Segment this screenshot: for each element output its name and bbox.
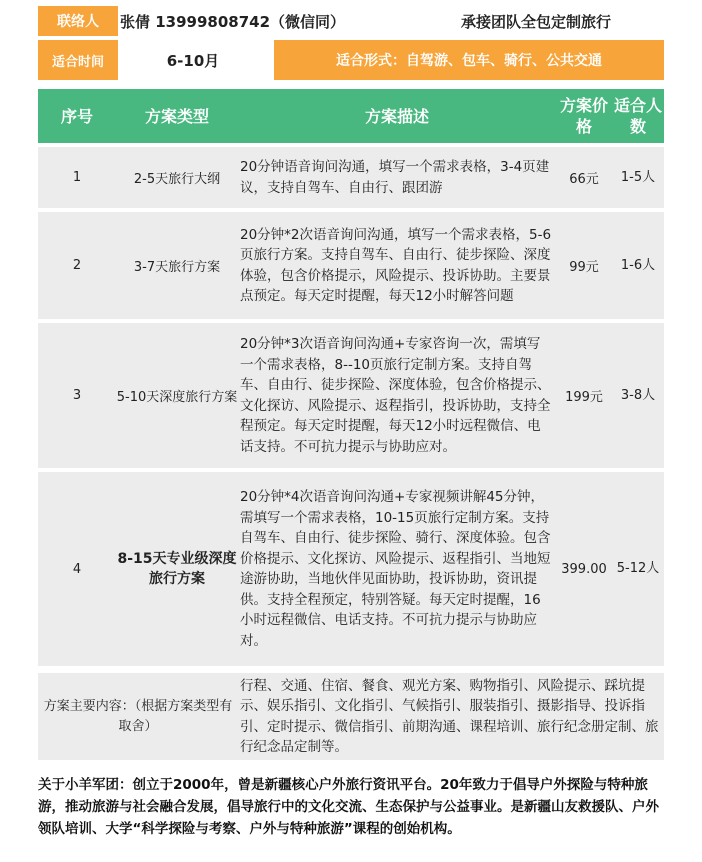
- contact-row: [38, 6, 664, 36]
- header-price: 方案价格: [559, 96, 608, 136]
- row-people: 5-12人: [616, 561, 660, 576]
- row-type: 2-5天旅行大纲: [133, 172, 221, 187]
- row-price: 399.00: [561, 561, 607, 577]
- header-people: 适合人数: [613, 96, 662, 136]
- row-people: 1-6人: [620, 257, 656, 273]
- service-title: 承接团队全包定制旅行: [408, 6, 664, 36]
- row-people: 3-8人: [620, 387, 656, 403]
- table-row: [38, 147, 664, 208]
- row-no: 1: [72, 170, 82, 185]
- time-row: [38, 40, 664, 80]
- scope-row: [38, 673, 664, 760]
- header-desc: 方案描述: [364, 106, 429, 126]
- row-desc: 20分钟*4次语音询问沟通+专家视频讲解45分钟，需填写一个需求表格，10-15页旅行定制方案。支持自驾车、自由行、徒步探险、骑行、深度体验。包含价格提示、文化探访、风险提示、返程指引、当地短途游协助，当地伙伴见面协助，投诉协助，资讯提供。支持全程预定，特别答疑。每天定时提醒，16小时远程微信、电话支持。不可抗力提示与协助应对。: [240, 489, 551, 649]
- table-row: [38, 212, 664, 319]
- row-price: 199元: [565, 390, 603, 405]
- row-type: 8-15天专业级深度旅行方案: [117, 551, 237, 587]
- row-price: 66元: [569, 172, 599, 187]
- row-no: 4: [72, 561, 82, 577]
- time-label: 适合时间: [38, 40, 118, 80]
- forms-banner: 适合形式：自驾游、包车、骑行、公共交通: [274, 40, 664, 80]
- contact-label: 联络人: [38, 6, 118, 36]
- scope-desc: 行程、交通、住宿、餐食、观光方案、购物指引、风险提示、踩坑提示、娱乐指引、文化指引、气候指引、服装指引、摄影指导、投诉指引、定时提示、微信指引、前期沟通、课程培训、旅行纪念册定制、旅行纪念品定制等。: [240, 677, 659, 755]
- scope-label: 方案主要内容：（根据方案类型有取舍）: [43, 698, 233, 734]
- row-desc: 20分钟*3次语音询问沟通+专家咨询一次，需填写一个需求表格，8--10页旅行定制方案。支持自驾车、自由行、徒步探险、深度体验，包含价格提示、文化探访、风险提示、返程指引，投诉协助，支持全程预定。每天定时提醒，每天12小时远程微信、电话支持。不可抗力提示与协助应对。: [240, 336, 551, 455]
- header-type: 方案类型: [144, 106, 209, 126]
- row-desc: 20分钟*2次语音询问沟通，填写一个需求表格，5-6页旅行方案。支持自驾车、自由行、徒步探险、深度体验，包含价格提示，风险提示、投诉协助。主要景点预定。每天定时提醒，每天12小时解答问题: [240, 226, 552, 304]
- row-desc: 20分钟语音询问沟通，填写一个需求表格，3-4页建议，支持自驾车、自由行、跟团游: [240, 159, 550, 196]
- row-type: 3-7天旅行方案: [133, 260, 221, 275]
- table-header: [38, 89, 664, 143]
- plan-table: [38, 89, 664, 760]
- table-row: [38, 472, 664, 666]
- contact-value: 张倩 13999808742（微信同）: [118, 6, 410, 36]
- about-text: 关于小羊军团：创立于2000年，曾是新疆核心户外旅行资讯平台。20年致力于倡导户外探险与特种旅游，推动旅游与社会融合发展，倡导旅行中的文化交流、生态保护与公益事业。是新疆山友救援队、户外领队培训、大学“科学探险与考察、户外与特种旅游”课程的创始机构。: [38, 777, 659, 837]
- row-people: 1-5人: [620, 169, 656, 185]
- months-value: 6-10月: [118, 40, 268, 80]
- row-no: 3: [72, 388, 82, 403]
- header-no: 序号: [60, 106, 93, 126]
- table-row: [38, 323, 664, 468]
- row-no: 2: [72, 258, 82, 273]
- row-price: 99元: [569, 260, 599, 275]
- row-type: 5-10天深度旅行方案: [116, 390, 238, 405]
